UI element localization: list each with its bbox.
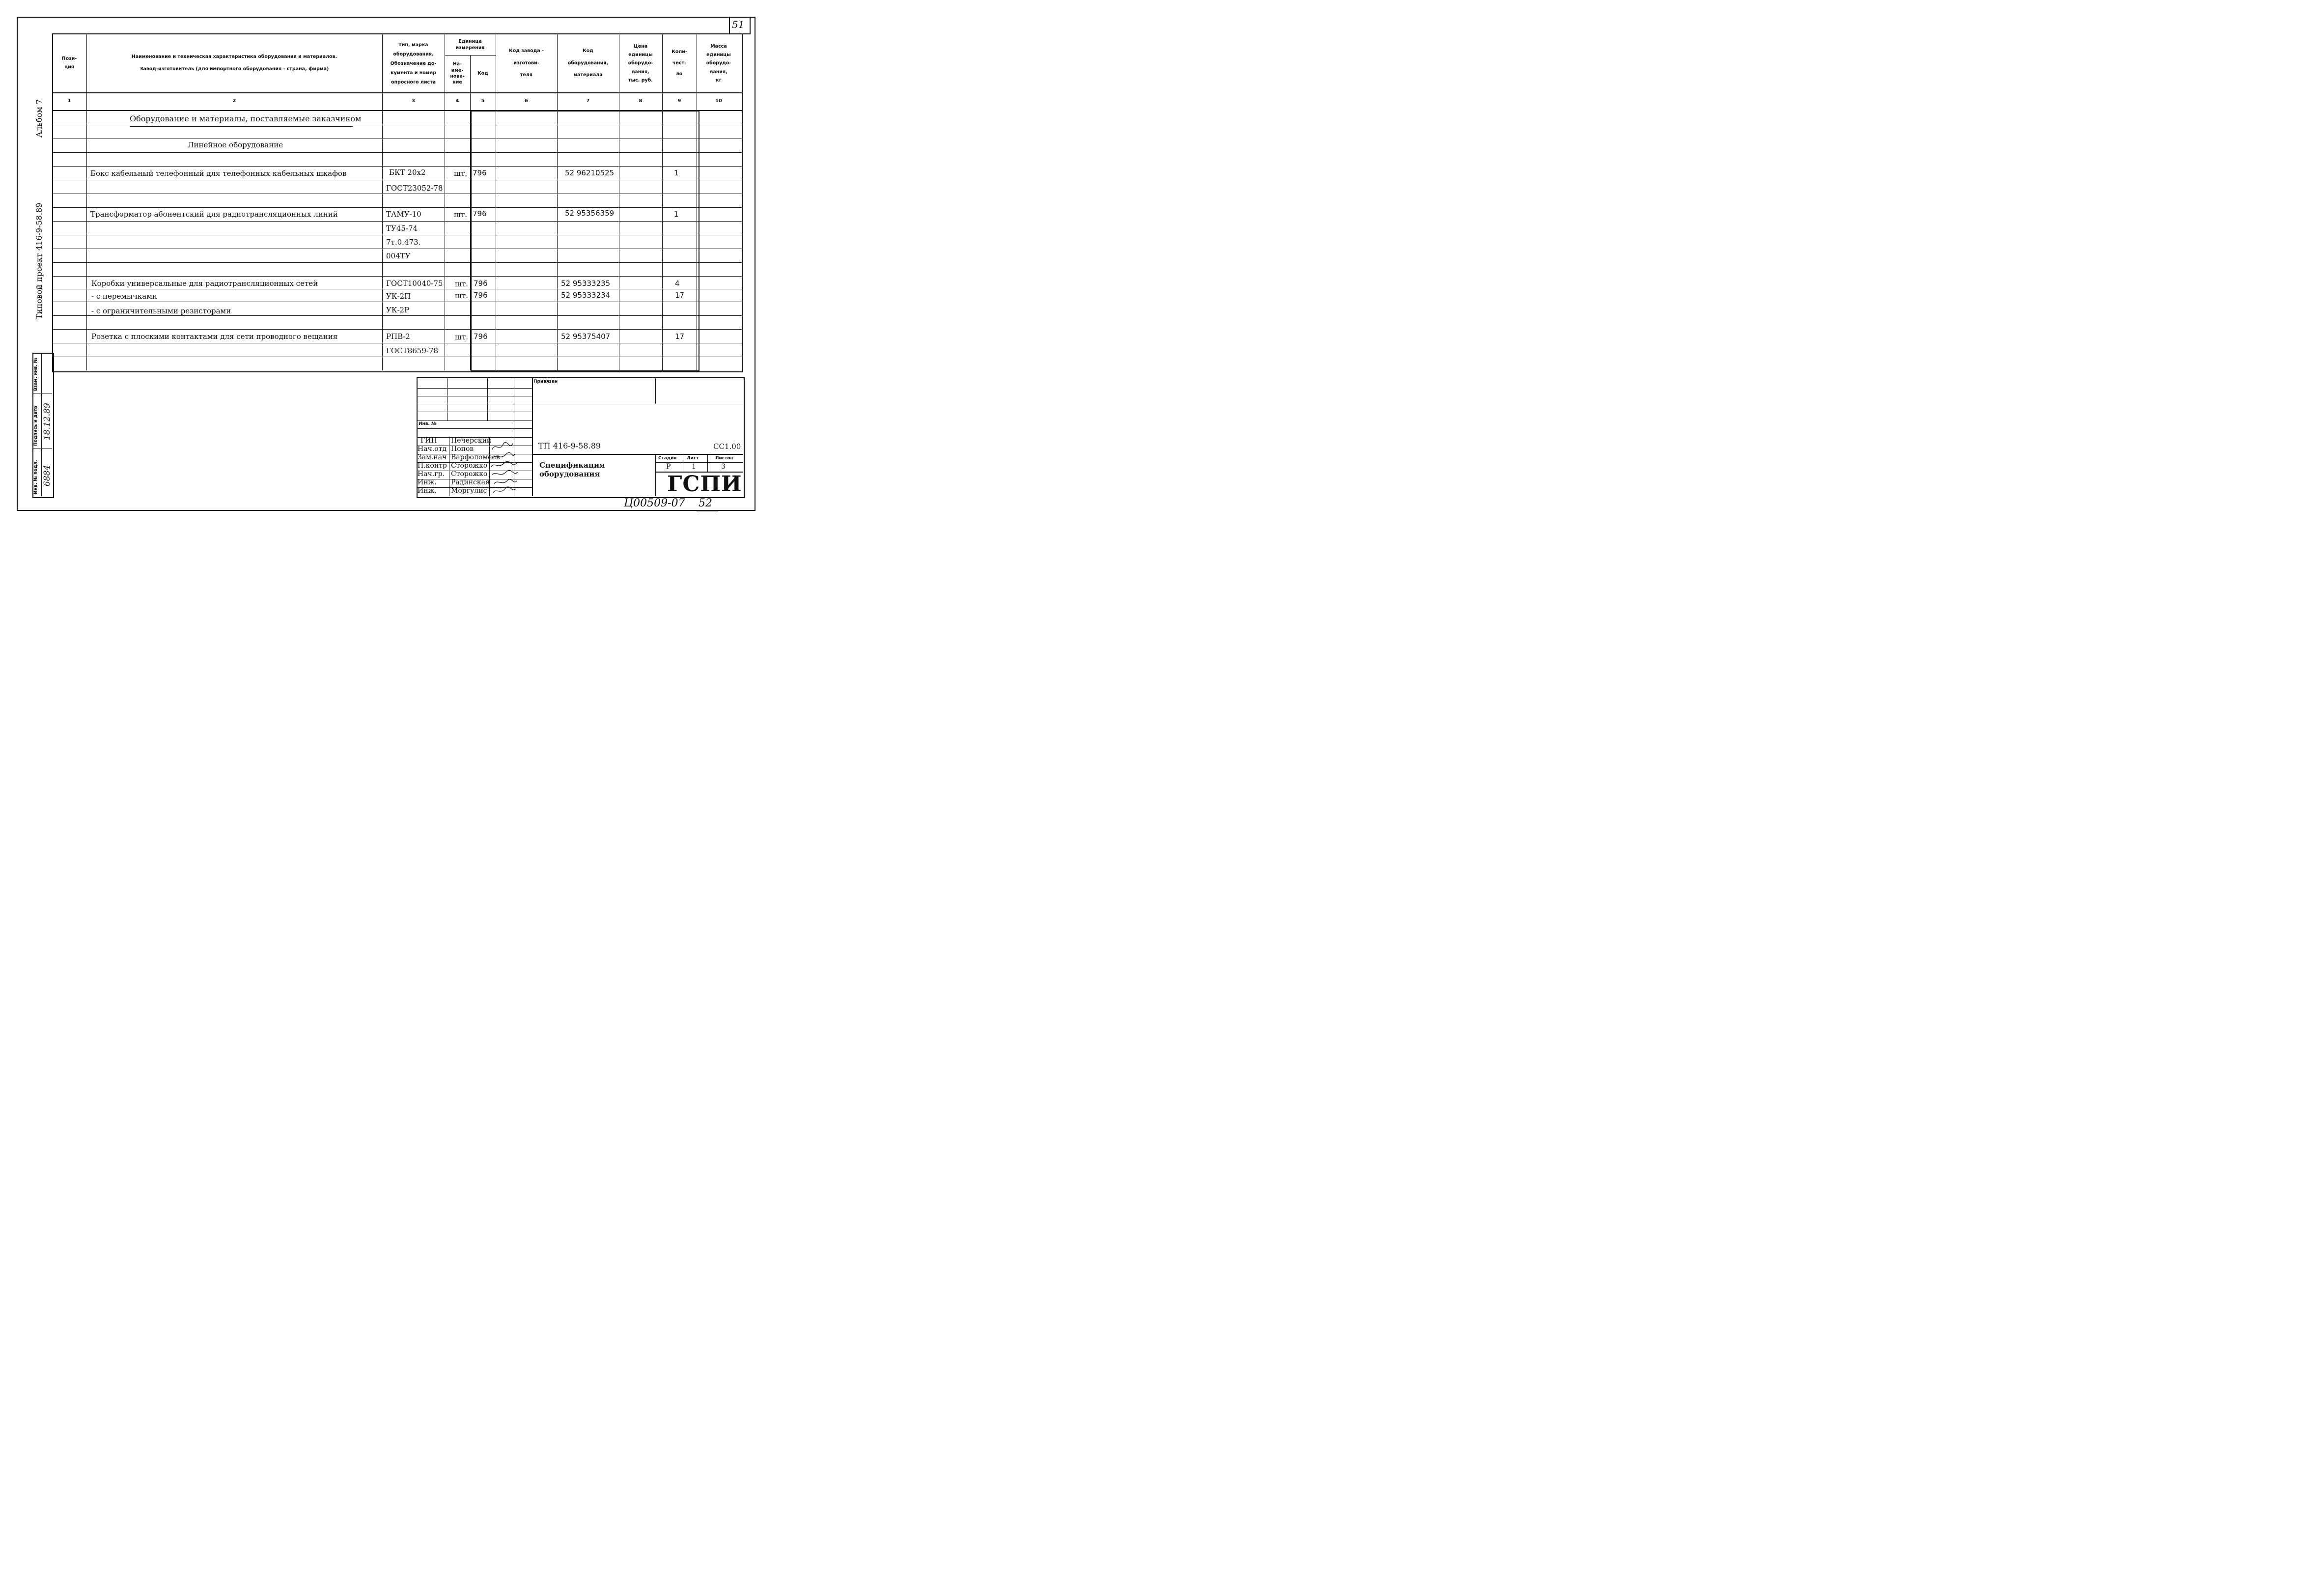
doc-title: Спецификация оборудования — [539, 461, 605, 478]
section-title: Оборудование и материалы, поставляемые заказчиком — [130, 114, 362, 123]
sheet-code: СС1.00 — [713, 442, 741, 451]
header-price: Цена единицы оборудо- вания, тыс. руб. — [628, 44, 653, 83]
person-name: Сторожко — [451, 470, 488, 478]
header-unit-group: Единица измерения — [455, 38, 485, 51]
subsection-title: Линейное оборудование — [188, 140, 283, 149]
item-equipment-code: 52 95356359 — [565, 209, 615, 218]
person-name: Варфоломеев — [451, 453, 500, 461]
item-type: РПВ-2 — [386, 332, 410, 341]
project-label: Типовой проект 416-9-58.89 — [34, 202, 44, 319]
item-unit-code: 796 — [473, 168, 487, 177]
header-bottom-line — [52, 92, 742, 93]
item-type: 004ТУ — [386, 252, 411, 260]
person-role: Н.контр — [418, 462, 447, 470]
stage-value: Р — [666, 463, 671, 471]
header-quantity: Коли- чест- во — [671, 49, 687, 77]
item-unit-code: 796 — [474, 291, 488, 300]
item-name: - с перемычками — [91, 292, 157, 301]
item-unit: шт. — [454, 169, 468, 178]
person-role: Нач.отд — [418, 445, 447, 453]
header-name: Наименование и техническая характеристика оборудования и материалов. Завод-изготовитель (для импортного оборудования - страна, фирма) — [131, 54, 337, 72]
person-role: Инж. — [418, 478, 437, 486]
stamp-col — [707, 454, 708, 472]
item-name: Коробки универсальные для радиотрансляционных сетей — [91, 279, 318, 288]
sheets-label: Листов — [715, 456, 733, 461]
stamp-row — [417, 388, 532, 389]
header-equipment-code: Код оборудования, материала — [567, 48, 609, 78]
inv-value: 6884 — [42, 465, 52, 486]
sheet-value: 1 — [692, 463, 696, 471]
side-strip-divider — [41, 353, 42, 496]
header-position: Пози- ция — [61, 56, 77, 70]
section-underline — [130, 126, 353, 127]
signatures — [489, 440, 521, 496]
item-type: УК-2Р — [386, 306, 410, 314]
person-name: Радинская — [451, 478, 490, 486]
item-unit: шт. — [455, 333, 469, 341]
stamp-row — [417, 420, 532, 421]
person-name: Моргулис — [451, 487, 487, 495]
header-mass: Масса единицы оборудо- вания, кг — [706, 44, 731, 83]
page-number: 51 — [732, 19, 745, 30]
stage-label: Стадия — [658, 456, 677, 461]
stamp-col — [655, 454, 656, 496]
vzam-label: Взам. инв. № — [33, 358, 38, 391]
item-unit-code: 796 — [474, 279, 488, 288]
item-equipment-code: 52 95375407 — [561, 332, 611, 341]
col-number: 2 — [232, 98, 236, 104]
col-number: 7 — [586, 98, 590, 104]
person-role: Нач.гр. — [418, 470, 445, 478]
stamp-row — [417, 428, 532, 429]
item-quantity: 1 — [674, 210, 679, 219]
item-type: 7т.0.473. — [386, 238, 421, 247]
person-role: Зам.нач — [418, 453, 447, 461]
item-equipment-code: 52 96210525 — [565, 168, 615, 177]
stamp-col — [487, 377, 488, 420]
item-name: Розетка с плоскими контактами для сети проводного вещания — [91, 332, 338, 341]
person-role: ГИП — [420, 437, 437, 445]
item-type: ТАМУ-10 — [386, 210, 421, 219]
sheets-value: 3 — [721, 463, 726, 471]
item-unit: шт. — [454, 210, 468, 219]
item-unit-code: 796 — [474, 332, 488, 341]
person-role: Инж. — [418, 487, 437, 495]
organization: ГСПИ — [667, 472, 742, 497]
item-type: ТУ45-74 — [386, 224, 418, 233]
bottom-note: Ц00509-07 — [624, 497, 685, 509]
person-name: Печерский — [451, 437, 492, 445]
col-number: 3 — [412, 98, 415, 104]
item-quantity: 1 — [674, 168, 679, 177]
item-type: ГОСТ23052-78 — [386, 184, 443, 193]
col-number: 8 — [639, 98, 643, 104]
header-unit-name: На- име- нова- ние — [450, 61, 465, 85]
item-unit: шт. — [455, 280, 469, 288]
inv-no-label: Инв. № — [419, 421, 437, 426]
item-quantity: 17 — [675, 332, 685, 341]
stamp-col — [655, 377, 656, 404]
col-number: 10 — [715, 98, 722, 104]
sign-label: Подпись и дата — [33, 406, 38, 446]
col-number: 9 — [677, 98, 681, 104]
item-name: Бокс кабельный телефонный для телефонных кабельных шкафов — [90, 169, 347, 178]
col-number: 5 — [481, 98, 485, 104]
bottom-page: 52 — [699, 497, 712, 509]
item-type: УК-2П — [386, 292, 411, 301]
item-type: ГОСТ8659-78 — [386, 346, 439, 355]
item-type: БКТ 20х2 — [389, 168, 426, 177]
doc-code: ТП 416-9-58.89 — [538, 441, 601, 450]
album-label: Альбом 7 — [34, 99, 44, 138]
item-name: - с ограничительными резисторами — [91, 307, 231, 315]
item-unit: шт. — [455, 291, 469, 300]
col-number: 1 — [67, 98, 71, 104]
privyazan-label: Привязан — [533, 379, 558, 384]
item-quantity: 4 — [675, 279, 680, 288]
stamp-col — [532, 377, 533, 496]
header-manufacturer-code: Код завода - изготови- теля — [508, 48, 544, 78]
stamp-row — [532, 454, 743, 455]
item-equipment-code: 52 95333235 — [561, 279, 611, 288]
inv-label: Инв. № подл. — [33, 460, 38, 494]
sign-value: 18.12.89 — [42, 403, 52, 440]
item-quantity: 17 — [675, 291, 685, 300]
sheet-label: Лист — [687, 456, 699, 461]
header-unit-code: Код — [477, 70, 488, 76]
item-type: ГОСТ10040-75 — [386, 279, 443, 288]
col-number: 4 — [455, 98, 459, 104]
col-number: 6 — [525, 98, 528, 104]
person-name: Сторожко — [451, 462, 488, 470]
item-unit-code: 796 — [473, 209, 487, 218]
item-equipment-code: 52 95333234 — [561, 291, 611, 300]
person-name: Попов — [451, 445, 474, 453]
item-name: Трансформатор абонентский для радиотрансляционных линий — [90, 210, 338, 219]
header-type: Тип, марка оборудования. Обозначение до- кумента и номер опросного листа — [390, 42, 437, 85]
